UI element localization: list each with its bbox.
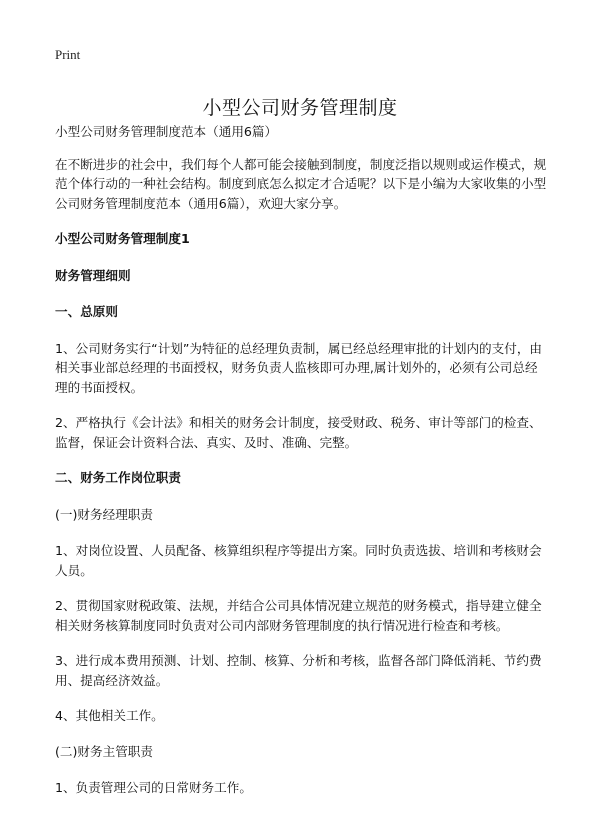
document-title: 小型公司财务管理制度 [202,96,398,119]
heading-general-principles: 一、总原则 [55,304,118,319]
rules-title: 财务管理细则 [55,267,131,283]
rule-paragraph-2: 2、严格执行《会计法》和相关的财务会计制度，接受财政、税务、审计等部门的检查、监督，保证会计资料合法、真实、及时、准确、完整。 [55,415,542,450]
document-body [55,122,548,814]
duty-paragraph-4: 4、其他相关工作。 [55,708,164,723]
heading-job-duties: 二、财务工作岗位职责 [55,470,181,485]
rule-paragraph-1: 1、公司财务实行“计划”为特征的总经理负责制，属已经总经理审批的计划内的支付，由相关事业部总经理的书面授权，财务负责人监核即可办理,属计划外的，必须有公司总经理的书面授权。 [55,340,543,395]
document-subtitle: 小型公司财务管理制度范本（通用6篇） [55,124,278,139]
sub-heading-finance-manager: (一)财务经理职责 [55,506,153,522]
duty-paragraph-1: 1、对岗位设置、人员配备、核算组织程序等提出方案。同时负责选拔、培训和考核财会人员。 [55,543,542,578]
duty-paragraph-5: 1、负责管理公司的日常财务工作。 [55,780,252,795]
print-label: Print [55,47,81,62]
section-title: 小型公司财务管理制度1 [55,231,190,246]
intro-paragraph: 在不断进步的社会中，我们每个人都可能会接触到制度，制度泛指以规则或运作模式，规范个体行动的一种社会结构。制度到底怎么拟定才合适呢？以下是小编为大家收集的小型公司财务管理制度范本（通用6篇），欢迎大家分享。 [55,156,547,211]
duty-paragraph-3: 3、进行成本费用预测、计划、控制、核算、分析和考核，监督各部门降低消耗、节约费用、提高经济效益。 [55,653,542,688]
duty-paragraph-2: 2、贯彻国家财税政策、法规，并结合公司具体情况建立规范的财务模式，指导建立健全相关财务核算制度同时负责对公司内部财务管理制度的执行情况进行检查和考核。 [55,598,542,633]
sub-heading-finance-supervisor: (二)财务主管职责 [55,743,153,759]
